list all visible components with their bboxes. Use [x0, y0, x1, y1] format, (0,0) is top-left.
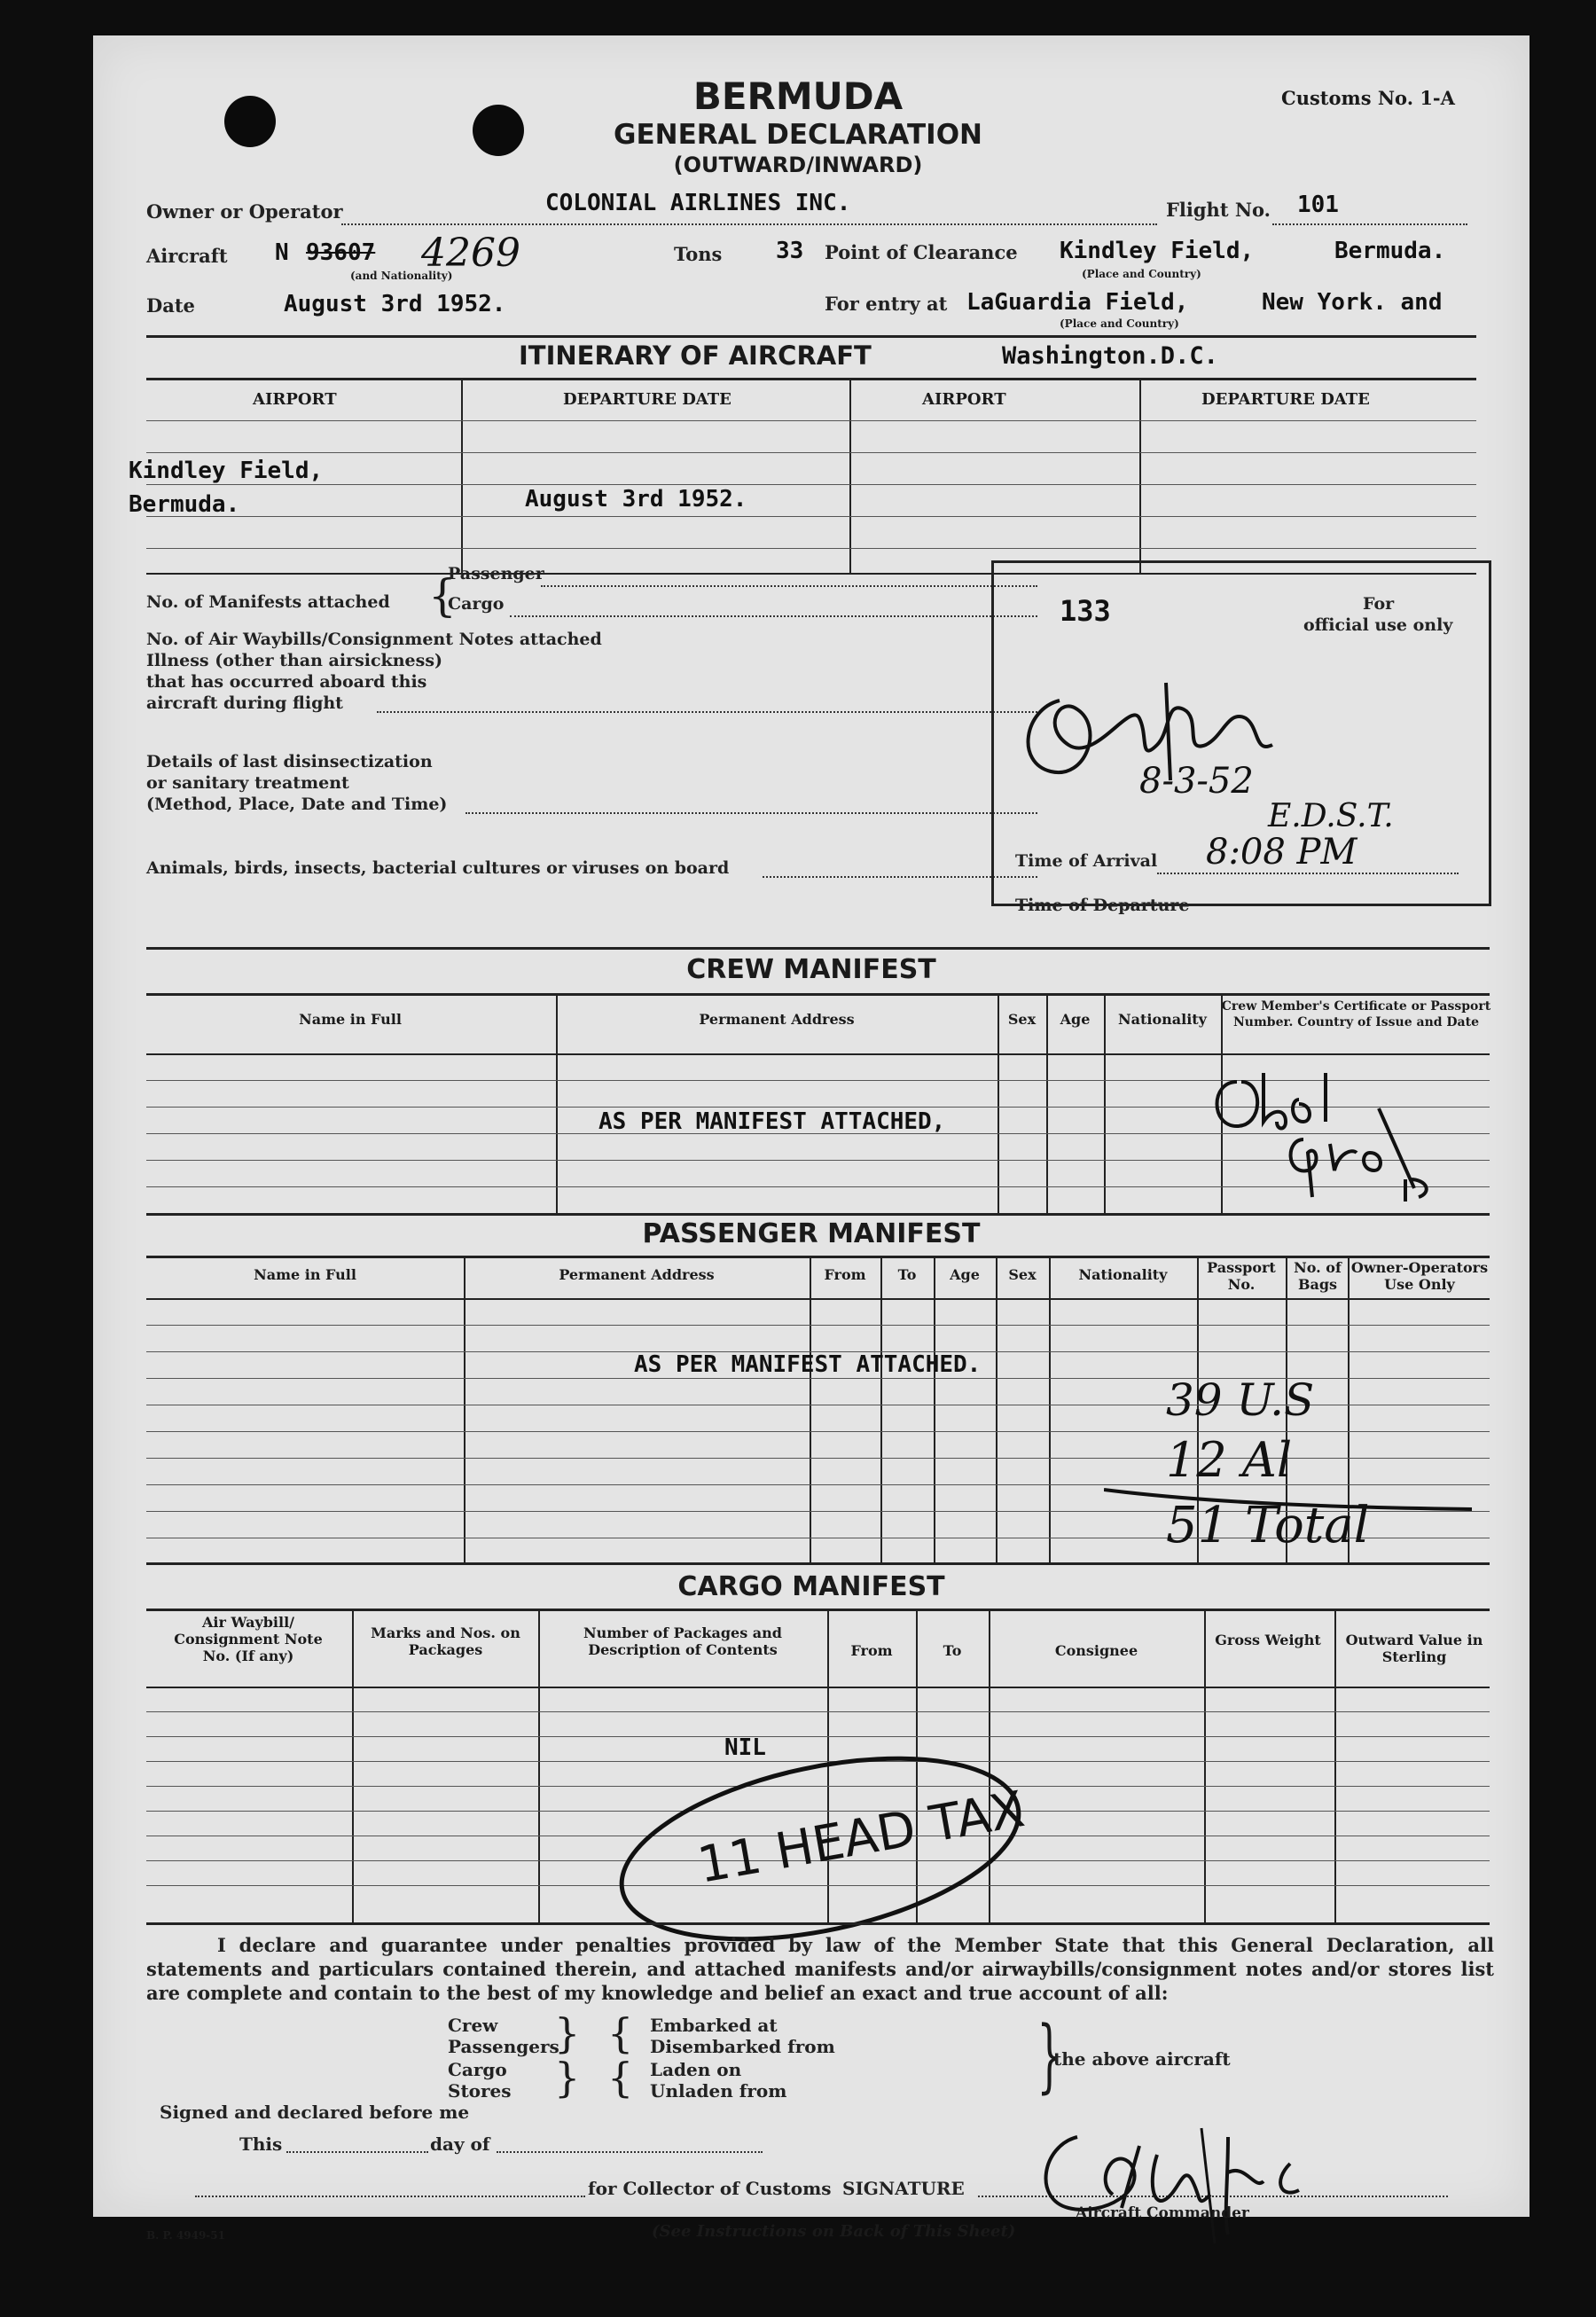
illness-line1: Illness (other than airsickness) — [146, 651, 443, 670]
waybills-label: No. of Air Waybills/Consignment Notes attached — [146, 630, 602, 649]
form-title: GENERAL DECLARATION — [614, 119, 982, 151]
decl-cargo: Cargo — [448, 2059, 507, 2080]
passenger-title: PASSENGER MANIFEST — [642, 1218, 981, 1249]
clearance-label: Point of Clearance — [825, 241, 1018, 263]
flight-value: 101 — [1297, 192, 1339, 218]
head-tax-note: 11 HEAD TAX — [693, 1781, 1029, 1895]
decl-unladen: Unladen from — [650, 2080, 787, 2102]
aircraft-handwritten: 4269 — [421, 231, 520, 276]
customs-number: Customs No. 1-A — [1281, 87, 1455, 109]
animals-label: Animals, birds, insects, bacterial cultures or viruses on board — [146, 858, 730, 878]
commander-signature — [1006, 2110, 1450, 2252]
day-label: day of — [430, 2133, 490, 2155]
passenger-manifests-label: Passenger — [448, 564, 544, 583]
disinsect-line2: or sanitary treatment — [146, 773, 349, 793]
pax-col-owner: Owner-Operators Use Only — [1350, 1259, 1489, 1293]
cargo-col-consignee: Consignee — [1054, 1642, 1138, 1659]
for-label: For — [1363, 594, 1395, 614]
aircraft-label: Aircraft — [146, 245, 228, 267]
disinsect-line1: Details of last disinsectization — [146, 752, 433, 771]
official-signed-date: 8-3-52 — [1139, 761, 1254, 802]
pax-col-nationality: Nationality — [1078, 1266, 1168, 1283]
form-code: B. P. 4949-51 — [146, 2229, 225, 2242]
cargo-col-to: To — [943, 1642, 962, 1659]
cargo-col-from: From — [850, 1642, 893, 1659]
pax-col-age: Age — [950, 1266, 980, 1283]
cargo-title: CARGO MANIFEST — [677, 1571, 945, 1602]
itinerary-title: ITINERARY OF AIRCRAFT — [519, 341, 872, 371]
date-value: August 3rd 1952. — [284, 291, 506, 317]
this-label: This — [239, 2133, 283, 2155]
pax-col-sex: Sex — [1008, 1266, 1037, 1283]
entry-value-2: New York. and — [1262, 289, 1443, 316]
nationality-caption: (and Nationality) — [350, 270, 453, 282]
tons-value: 33 — [776, 238, 804, 264]
entry-caption: (Place and Country) — [1060, 317, 1179, 330]
decl-laden: Laden on — [650, 2059, 742, 2080]
cargo-col-value: Outward Value in Sterling — [1345, 1632, 1483, 1665]
declaration-sheet: BERMUDA GENERAL DECLARATION (OUTWARD/INWARD) Customs No. 1-A Owner or Operator COLONIAL AIRLINES INC. Flight No. 101 Aircraft N 93607 4269 (and Nationality) Tons 33 Point of Clearance Kindley Field, Bermuda. (Place and Country) Date August 3rd 1952. For entry at LaGuardia Field, New York. and (Place and Country) ITINERARY OF AIRCRAFT Washington.D.C. AIRPORT DEPARTURE DATE AIRPORT DEPARTURE DATE Kindley Field, Bermuda. August 3rd 1952. No. of Manifests attached { Passenger Cargo No. of Air Waybills/Consignment Notes attached Illness (other than airsickness) that has occurred aboard this aircraft during flight Details of last disinsectization or sanitary treatment (Method, Place, Date and Time) Animals, birds, insects, bacterial cultures or viruses on board 133 For official use only 8-3-52 E.D.S.T. Time of Arrival 8:08 PM Time of Departure CREW MANIFEST Name in Full Permanent Address Sex Age Nationality Crew Member's Certificate or Passport Number. Country of Issue and Date AS PER MANIFEST ATTACHED, PASSENGER MANIFEST Name in Full Permanent Address From To Age Sex Nationality Passport No. No. of Bags Owner-Operators Use Only AS PER MANIFEST ATTACHED. 39 U.S 12 Al 51 Total CARGO MANIFEST Air Waybill/ Consignment Note No. (If any) Marks and Nos. on Packages Number of Packages and Description of Contents From To Consignee Gross Weight Outward Value in Sterling NIL 11 HEAD TAX I declare and guarantee under penalties provided by law of the Member State that this General Declaration, all statements and particulars contained therein, and attached manifests and/or airwaybills/consignment notes and/or stores list are complete and contain to the best of my knowledge and belief an exact and true account of all: Crew Passengers Cargo Stores } } { { Embarked at Disembarked from Laden on Unladen from } the above aircraft Signed and declared before me This day of for Collector of Customs SIGNATURE Aircraft Commander B. P. 4949-51 (See Instructions on Back of This Sheet) — [93, 35, 1530, 2217]
clearance-value-1: Kindley Field, — [1060, 238, 1255, 264]
pax-col-address: Permanent Address — [559, 1266, 715, 1283]
clearance-caption: (Place and Country) — [1082, 268, 1201, 280]
crew-col-name: Name in Full — [299, 1011, 402, 1028]
pax-col-to: To — [897, 1266, 917, 1283]
crew-note: AS PER MANIFEST ATTACHED, — [598, 1108, 946, 1135]
illness-line2: that has occurred aboard this — [146, 672, 427, 692]
official-use-label: official use only — [1303, 615, 1453, 635]
punch-hole-right — [473, 105, 524, 156]
official-timezone: E.D.S.T. — [1268, 798, 1394, 834]
aircraft-struck: 93607 — [306, 239, 376, 266]
collector-label: for Collector of Customs — [588, 2178, 832, 2199]
crew-col-address: Permanent Address — [699, 1011, 855, 1028]
manifests-label: No. of Manifests attached — [146, 592, 390, 612]
declaration-text: I declare and guarantee under penalties provided by law of the Member State that this General Declaration, all statements and particulars contained therein, and attached manifests and/or airwaybills/consignment notes and/or stores list are complete and contain to the best of my knowledge and belief an exact and true account of all: — [146, 1934, 1494, 2004]
clearance-value-2: Bermuda. — [1334, 238, 1446, 264]
itin-col-departure-2: DEPARTURE DATE — [1201, 390, 1370, 409]
owner-label: Owner or Operator — [146, 200, 343, 223]
passenger-count-other: 12 Al — [1166, 1432, 1293, 1488]
cargo-col-packages: Number of Packages and Description of Contents — [583, 1624, 782, 1658]
decl-passengers: Passengers — [448, 2036, 559, 2057]
entry-label: For entry at — [825, 293, 948, 315]
pax-col-bags: No. of Bags — [1294, 1259, 1342, 1293]
itin-col-departure-1: DEPARTURE DATE — [563, 390, 732, 409]
crew-col-nationality: Nationality — [1118, 1011, 1207, 1028]
decl-stores: Stores — [448, 2080, 512, 2102]
crew-initials — [1201, 1055, 1467, 1206]
form-subtitle: (OUTWARD/INWARD) — [673, 153, 923, 177]
entry-value-3: Washington.D.C. — [1002, 342, 1218, 370]
above-aircraft: the above aircraft — [1053, 2048, 1231, 2070]
flight-label: Flight No. — [1166, 199, 1271, 221]
disinsect-line3: (Method, Place, Date and Time) — [146, 795, 448, 814]
instructions-note: (See Instructions on Back of This Sheet) — [652, 2222, 1016, 2241]
signature-label: SIGNATURE — [842, 2178, 965, 2199]
aircraft-prefix: N — [275, 239, 289, 266]
crew-col-age: Age — [1060, 1011, 1091, 1028]
pax-col-from: From — [824, 1266, 866, 1283]
arrival-value: 8:08 PM — [1206, 832, 1357, 873]
crew-col-sex: Sex — [1007, 1011, 1037, 1028]
stamp-number: 133 — [1060, 594, 1111, 628]
cargo-manifests-label: Cargo — [448, 594, 505, 614]
passenger-total: 51 Total — [1166, 1497, 1370, 1554]
cargo-nil: NIL — [724, 1734, 766, 1761]
itin-col-airport-2: AIRPORT — [922, 390, 1006, 409]
cargo-col-waybill: Air Waybill/ Consignment Note No. (If any) — [174, 1614, 323, 1664]
itin-departure-value: August 3rd 1952. — [525, 486, 747, 513]
commander-label: Aircraft Commander — [1076, 2204, 1249, 2222]
owner-value: COLONIAL AIRLINES INC. — [545, 190, 851, 216]
punch-hole-left — [224, 96, 276, 147]
itin-airport-line2: Bermuda. — [129, 491, 240, 518]
pax-col-passport: Passport No. — [1207, 1259, 1276, 1293]
pax-col-name: Name in Full — [254, 1266, 356, 1283]
decl-embarked: Embarked at — [650, 2015, 778, 2036]
decl-disembarked: Disembarked from — [650, 2036, 835, 2057]
date-label: Date — [146, 294, 195, 317]
crew-title: CREW MANIFEST — [686, 954, 936, 985]
entry-value-1: LaGuardia Field, — [966, 289, 1189, 316]
crew-col-certificate: Crew Member's Certificate or Passport Number. Country of Issue and Date — [1221, 999, 1491, 1029]
signed-label: Signed and declared before me — [160, 2102, 470, 2123]
itin-col-airport-1: AIRPORT — [253, 390, 337, 409]
form-country: BERMUDA — [692, 74, 904, 118]
arrival-label: Time of Arrival — [1015, 851, 1158, 871]
illness-line3: aircraft during flight — [146, 693, 343, 713]
passenger-count-us: 39 U.S — [1166, 1374, 1315, 1426]
decl-crew: Crew — [448, 2015, 498, 2036]
cargo-col-weight: Gross Weight — [1215, 1632, 1321, 1648]
itin-airport-line1: Kindley Field, — [129, 458, 324, 484]
departure-time-label: Time of Departure — [1015, 896, 1190, 915]
passenger-note: AS PER MANIFEST ATTACHED. — [634, 1351, 982, 1378]
cargo-col-marks: Marks and Nos. on Packages — [371, 1624, 520, 1658]
tons-label: Tons — [674, 243, 723, 265]
